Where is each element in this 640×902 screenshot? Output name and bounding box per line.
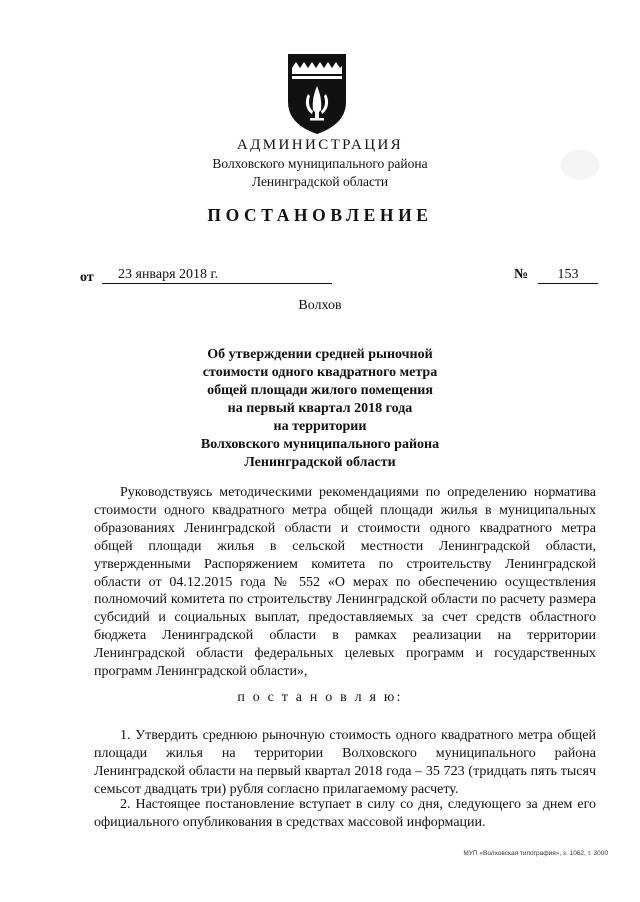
region-name: Ленинградской области bbox=[251, 174, 389, 189]
subject-line: на территории bbox=[273, 419, 367, 434]
subject-line: Об утверждении средней рыночной bbox=[207, 347, 433, 362]
city-name: Волхов bbox=[298, 298, 342, 313]
number-prefix: № bbox=[514, 267, 529, 282]
date-prefix: от bbox=[80, 270, 94, 285]
subject-line: стоимости одного квадратного метра bbox=[202, 365, 438, 380]
decree-title: ПОСТАНОВЛЕНИЕ bbox=[207, 205, 433, 225]
subject-line: Ленинградской области bbox=[244, 455, 396, 470]
item-1-paragraph: 1. Утвердить среднюю рыночную стоимость одного квадратного метра общей площади жилья на территории Волховского муниципального района Ленинградской области на первый квартал 2018 года – 35 723 (тридцать пять тысяч семьсот двадцать три) рубля согласно прилагаемому расчету. bbox=[94, 728, 596, 797]
subject-line: общей площади жилого помещения bbox=[207, 383, 433, 398]
decide-word: п о с т а н о в л я ю: bbox=[237, 690, 403, 705]
subject-line: на первый квартал 2018 года bbox=[227, 401, 413, 416]
district-name: Волховского муниципального района bbox=[212, 156, 428, 171]
coat-of-arms-icon bbox=[286, 52, 348, 136]
decree-number: 153 bbox=[538, 267, 598, 284]
administration-heading: АДМИНИСТРАЦИЯ bbox=[236, 137, 404, 153]
printer-imprint: МУП «Волховская типография», з. 1062, т. 3000 bbox=[463, 850, 608, 857]
date-number-row bbox=[80, 267, 600, 289]
paper-smudge bbox=[560, 150, 600, 180]
preamble-paragraph: Руководствуясь методическими рекомендациями по определению норматива стоимости одного квадратного метра общей площади жилья в муниципальных образованиях Ленинградской области и стоимости одного квадратного метра общей площади жилья в сельской местности Ленинградской области, утвержденными Распоряжением комитета по строительству Ленинградской области от 04.12.2015 года № 552 «О мерах по обеспечению осуществления полномочий комитета по строительству Ленинградской области по расчету размера субсидий и социальных выплат, предоставляемых за счет средств областного бюджета Ленинградской области в рамках реализации на территории Ленинградской области федеральных целевых программ и государственных программ Ленинградской области», bbox=[94, 485, 596, 680]
subject-line: Волховского муниципального района bbox=[200, 437, 440, 452]
item-2-paragraph: 2. Настоящее постановление вступает в силу со дня, следующего за днем его официального опубликования в средствах массовой информации. bbox=[94, 797, 596, 830]
decree-subject bbox=[120, 346, 520, 472]
decree-date: 23 января 2018 г. bbox=[102, 267, 332, 284]
